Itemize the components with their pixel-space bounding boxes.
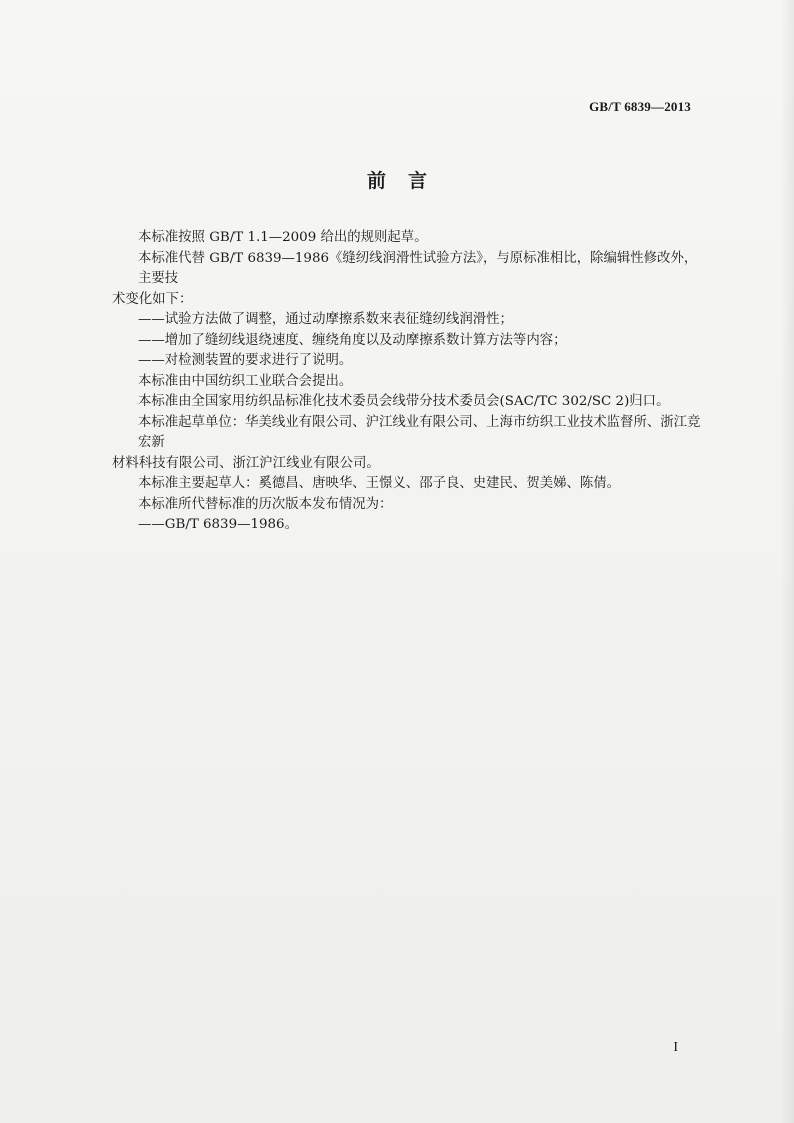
paragraph-1: 本标准按照 GB/T 1.1—2009 给出的规则起草。 <box>138 230 428 245</box>
paragraph-responsible-body: 本标准由全国家用纺织品标准化技术委员会线带分技术委员会(SAC/TC 302/SC 2)归口。 <box>138 394 670 409</box>
change-item-3: ——对检测装置的要求进行了说明。 <box>138 353 353 368</box>
paragraph-proposed-by: 本标准由中国纺织工业联合会提出。 <box>138 373 353 389</box>
paragraph-history: 本标准所代替标准的历次版本发布情况为： <box>138 496 393 512</box>
change-item-1: ——试验方法做了调整，通过动摩擦系数来表征缝纫线润滑性； <box>138 312 513 327</box>
foreword-body <box>112 228 704 536</box>
page-title: 前言 <box>366 170 449 192</box>
paragraph-drafting-units-line-2: 材料科技有限公司、浙江沪江线业有限公司。 <box>112 455 380 471</box>
page-edge-shadow <box>780 0 794 1123</box>
paragraph-drafters: 本标准主要起草人：奚德昌、唐映华、王憬义、邵子良、史建民、贺美娣、陈倩。 <box>138 476 621 491</box>
history-item-1: ——GB/T 6839—1986。 <box>138 517 298 532</box>
change-item-2: ——增加了缝纫线退绕速度、缠绕角度以及动摩擦系数计算方法等内容； <box>138 332 567 348</box>
paragraph-2-line-2: 术变化如下： <box>112 291 193 307</box>
standard-code: GB/T 6839—2013 <box>589 99 691 114</box>
paragraph-drafting-units-line-1: 本标准起草单位：华美线业有限公司、沪江线业有限公司、上海市纺织工业技术监督所、浙江竞宏新 <box>138 414 701 450</box>
page-number: I <box>673 1040 678 1055</box>
paragraph-2-line-1: 本标准代替 GB/T 6839—1986《缝纫线润滑性试验方法》，与原标准相比，除编辑性修改外，主要技 <box>138 250 698 286</box>
